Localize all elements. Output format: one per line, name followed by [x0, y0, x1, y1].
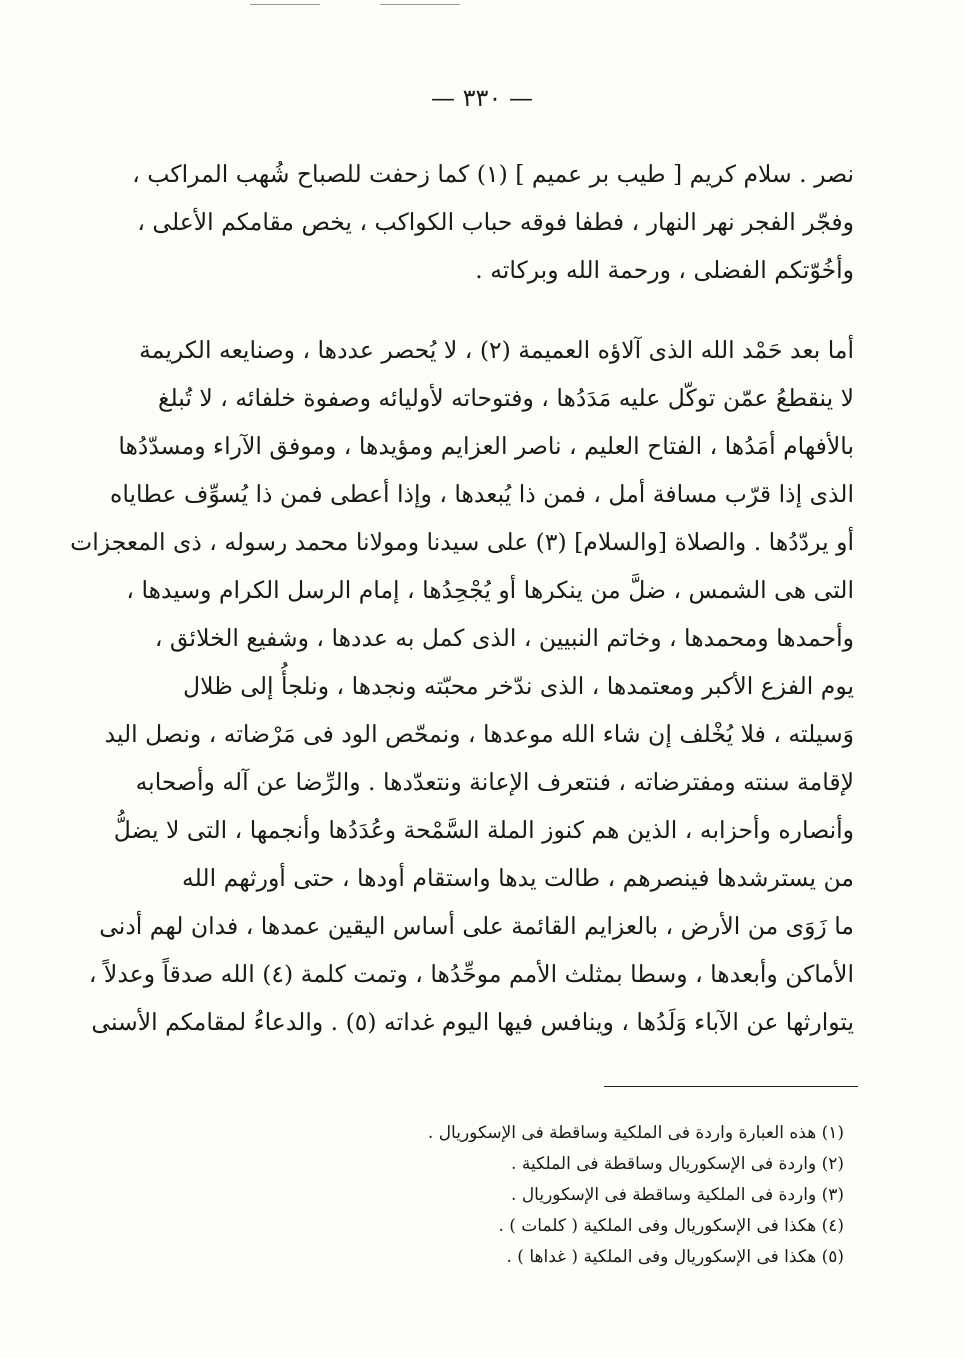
text-line: وَسيلته ، فلا يُخْلف إن شاء الله موعدها ، ونمحّص الود فى مَرْضاته ، ونصل اليد — [104, 720, 854, 748]
text-line: ما زَوَى من الأرض ، بالعزايم القائمة على أساس اليقين عمدها ، فدان لهم أدنى — [99, 912, 854, 940]
footnotes-list — [244, 1118, 844, 1273]
footnote: (١) هذه العبارة واردة فى الملكية وساقطة فى الإسكوريال . — [427, 1123, 844, 1143]
text-line: لإقامة سنته ومفترضاته ، فنتعرف الإعانة ونتعدّدها . والرِّضا عن آله وأصحابه — [135, 768, 854, 796]
text-line: وأحمدها ومحمدها ، وخاتم النبيين ، الذى كمل به عددها ، وشفيع الخلائق ، — [154, 624, 854, 652]
text-line: نصر . سلام كريم [ طيب بر عميم ] (١) كما زحفت للصباح شُهب المراكب ، — [132, 160, 854, 188]
text-line: أما بعد حَمْد الله الذى آلاؤه العميمة (٢) ، لا يُحصر عددها ، وصنايعه الكريمة — [139, 336, 854, 364]
text-line: وأخُوّتكم الفضلى ، ورحمة الله وبركاته . — [475, 256, 854, 284]
text-line: يتوارثها عن الآباء وَلَدُها ، وينافس فيها اليوم غداته (٥) . والدعاءُ لمقامكم الأسنى — [91, 1008, 854, 1036]
text-line: وأنصاره وأحزابه ، الذين هم كنوز الملة السَّمْحة وعُدَدُها وأنجمها ، التى لا يضلُّ — [113, 816, 854, 844]
text-line: الذى إذا قرّب مسافة أمل ، فمن ذا يُبعدها ، وإذا أعطى فمن ذا يُسوِّف عطاياه — [110, 480, 854, 508]
text-line: لا ينقطعُ عمّن توكّل عليه مَدَدُها ، وفتوحاته لأوليائه وصفوة خلفائه ، لا تُبلغ — [158, 384, 854, 412]
text-line: أو يردّدُها . والصلاة [والسلام] (٣) على سيدنا ومولانا محمد رسوله ، ذى المعجزات — [70, 528, 854, 556]
paragraph-greeting — [124, 150, 854, 294]
footnote: (٤) هكذا فى الإسكوريال وفى الملكية ( كلمات ) . — [498, 1216, 844, 1236]
footnote: (٣) واردة فى الملكية وساقطة فى الإسكوريال . — [511, 1185, 844, 1205]
text-line: من يسترشدها فينصرهم ، طالت يدها واستقام أودها ، حتى أورثهم الله — [182, 864, 854, 892]
footnote: (٢) واردة فى الإسكوريال وساقطة فى الملكية . — [511, 1154, 844, 1174]
paragraph-main — [70, 326, 854, 1046]
page-number: — ٣٣٠ — — [431, 84, 533, 112]
footnote-divider — [604, 1086, 858, 1087]
text-line: الأماكن وأبعدها ، وسطا بمثلث الأمم موحِّدُها ، وتمت كلمة (٤) الله صدقاً وعدلاً ، — [88, 960, 854, 988]
footnote: (٥) هكذا فى الإسكوريال وفى الملكية ( غداها ) . — [506, 1247, 844, 1267]
text-line: التى هى الشمس ، ضلَّ من ينكرها أو يُجْحِدُها ، إمام الرسل الكرام وسيدها ، — [126, 576, 854, 604]
scan-artifact-line — [380, 4, 460, 5]
text-line: وفجّر الفجر نهر النهار ، فطفا فوقه حباب الكواكب ، يخص مقامكم الأعلى ، — [137, 208, 854, 236]
text-line: بالأفهام أمَدُها ، الفتاح العليم ، ناصر العزايم ومؤيدها ، وموفق الآراء ومسدّدُها — [118, 432, 854, 460]
scan-artifact-line — [250, 4, 320, 5]
text-line: يوم الفزع الأكبر ومعتمدها ، الذى ندّخر محبّته ونجدها ، ونلجأُ إلى ظلال — [183, 672, 854, 700]
